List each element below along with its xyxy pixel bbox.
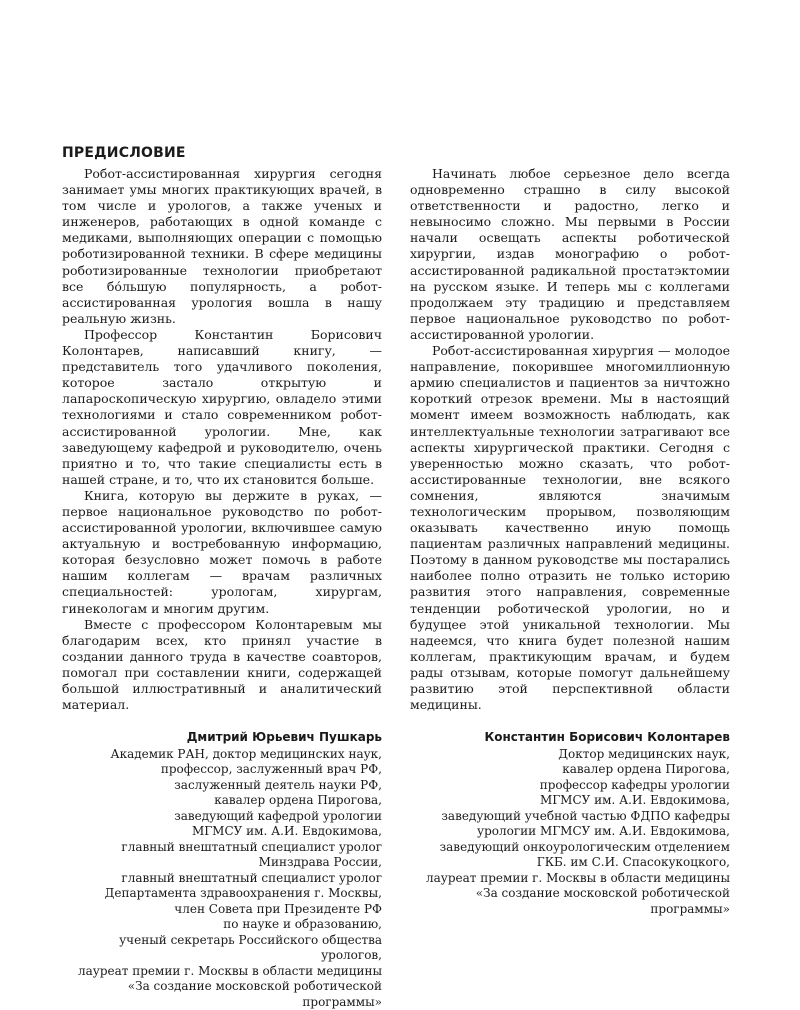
signature-line: заведующий учебной частью ФДПО кафедры урологии МГМСУ им. А.И. Евдокимова,: [441, 808, 730, 839]
signature-line: МГМСУ им. А.И. Евдокимова,: [539, 793, 730, 808]
signature-kolontarev: [410, 730, 730, 917]
signature-line: ученый секретарь Российского общества урологов,: [119, 932, 382, 963]
signature-pushkar: [62, 730, 382, 1010]
signature-line: ГКБ. им С.И. Спасокукоцкого,: [536, 855, 730, 870]
signature-line: Департамента здравоохранения г. Москвы,: [104, 886, 382, 901]
signature-line: заслуженный деятель науки РФ,: [174, 777, 382, 792]
right-paragraph-1: Начинать любое серьезное дело всегда одновременно страшно в силу высокой ответственности и радостно, легко и невыносимо сложно. Мы первыми в России начали освещать аспекты роботической хирургии, издав монографию о робот-ассистированной радикальной простатэктомии на русском языке. И теперь мы с коллегами продолжаем эту традицию и представляем первое национальное руководство по робот-ассистированной урологии.: [410, 166, 730, 342]
left-column: [62, 166, 382, 1010]
signature-line: профессор, заслуженный врач РФ,: [160, 762, 382, 777]
signature-line: по науке и образованию,: [223, 917, 382, 932]
signature-line: «За создание московской роботической программы»: [127, 979, 382, 1009]
signature-name: Константин Борисович Колонтарев: [484, 730, 730, 745]
signature-line: член Совета при Президенте РФ: [174, 901, 382, 916]
signature-name: Дмитрий Юрьевич Пушкарь: [186, 730, 382, 745]
signature-line: лауреат премии г. Москвы в области медицины: [426, 870, 730, 885]
signature-line: профессор кафедры урологии: [539, 777, 730, 792]
signature-line: кавалер ордена Пирогова,: [562, 762, 730, 777]
signature-line: Академик РАН, доктор медицинских наук,: [110, 746, 382, 761]
signature-line: МГМСУ им. А.И. Евдокимова,: [191, 824, 382, 839]
left-paragraph-3: Книга, которую вы держите в руках, — первое национальное руководство по робот-ассистированной урологии, включившее самую актуальную и востребованную информацию, которая безусловно может помочь в работе нашим коллегам — врачам различных специальностей: урологам, хирургам, гинекологам и многим другим.: [62, 487, 382, 616]
right-paragraph-2: Робот-ассистированная хирургия — молодое направление, покорившее многомиллионную армию специалистов и пациентов за ничтожно короткий отрезок времени. Мы в настоящий момент имеем возможность наблюдать, как интеллектуальные технологии затрагивают все аспекты хирургической практики. Сегодня с уверенностью можно сказать, что робот-ассистированные технологии, вне всякого сомнения, являются значимым технологическим прорывом, позволяющим оказывать качественно иную помощь пациентам различных направлений медицины. Поэтому в данном руководстве мы постарались наиболее полно отразить не только историю развития этого направления, современные тенденции роботической урологии, но и будущее этой уникальной технологии. Мы надеемся, что книга будет полезной нашим коллегам, практикующим врачам, и будем рады отзывам, которые помогут дальнейшему развитию этой перспективной области медицины.: [410, 343, 730, 713]
page-title: ПРЕДИСЛОВИЕ: [62, 145, 186, 161]
signature-line: кавалер ордена Пирогова,: [214, 793, 382, 808]
signature-line: главный внештатный специалист уролог: [121, 839, 382, 854]
signature-line: Доктор медицинских наук,: [558, 746, 730, 761]
left-paragraph-4: Вместе с профессором Колонтаревым мы благодарим всех, кто принял участие в создании данного труда в качестве соавторов, помогал при составлении книги, содержащей большой иллюстративный и аналитический материал.: [62, 616, 382, 713]
signature-line: «За создание московской роботической программы»: [475, 886, 730, 916]
signature-line: лауреат премии г. Москвы в области медицины: [78, 963, 382, 978]
signature-line: заведующий кафедрой урологии: [174, 808, 382, 823]
left-paragraph-1: Робот-ассистированная хирургия сегодня занимает умы многих практикующих врачей, в том числе и урологов, а также ученых и инженеров, работающих в одной команде с медиками, выполняющих операции с помощью роботизированной техники. В сфере медицины роботизированные технологии приобретают все бо́льшую популярность, а робот-ассистированная урология вошла в нашу реальную жизнь.: [62, 166, 382, 326]
right-column: [410, 166, 730, 917]
signature-line: Минздрава России,: [258, 855, 382, 870]
left-paragraph-2: Профессор Константин Борисович Колонтарев, написавший книгу, — представитель того удачливого поколения, которое застало открытую и лапароскопическую хирургию, овладело этими технологиями и стало современником робот-ассистированной урологии. Мне, как заведующему кафедрой и руководителю, очень приятно и то, что такие специалисты есть в нашей стране, и то, что их становится больше.: [62, 326, 382, 487]
signature-line: заведующий онкоурологическим отделением: [439, 839, 730, 854]
signature-line: главный внештатный специалист уролог: [121, 870, 382, 885]
